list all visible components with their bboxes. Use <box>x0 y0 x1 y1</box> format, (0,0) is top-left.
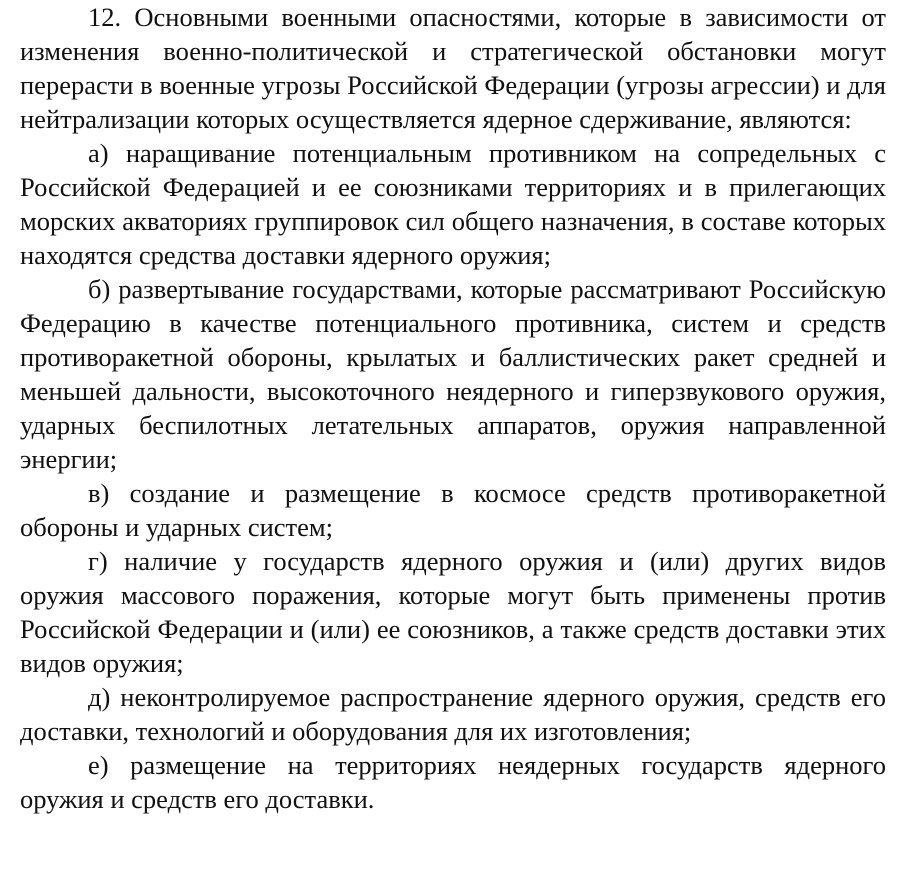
list-item-g: г) наличие у государств ядерного оружия и (или) других видов оружия массового поражения, которые могут быть применены против Российской Федерации и (или) ее союзников, а также средств доставки этих видов оружия; <box>20 546 886 678</box>
list-item-v: в) создание и размещение в космосе средств противоракетной обороны и ударных систем; <box>20 478 886 542</box>
document-page <box>20 0 886 816</box>
list-item-a: а) наращивание потенциальным противником на сопредельных с Российской Федерацией и ее союзниками территориях и в прилегающих морских акваториях группировок сил общего назначения, в составе которых находятся средства доставки ядерного оружия; <box>20 138 886 270</box>
list-item-e: е) размещение на территориях неядерных государств ядерного оружия и средств его доставки. <box>20 750 886 814</box>
paragraph-intro: 12. Основными военными опасностями, которые в зависимости от изменения военно-политической и стратегической обстановки могут перерасти в военные угрозы Российской Федерации (угрозы агрессии) и для нейтрализации которых осуществляется ядерное сдерживание, являются: <box>20 2 886 134</box>
list-item-b: б) развертывание государствами, которые рассматривают Российскую Федерацию в качестве потенциального противника, систем и средств противоракетной обороны, крылатых и баллистических ракет средней и меньшей дальности, высокоточного неядерного и гиперзвукового оружия, ударных беспилотных летательных аппаратов, оружия направленной энергии; <box>20 274 886 474</box>
list-item-d: д) неконтролируемое распространение ядерного оружия, средств его доставки, технологий и оборудования для их изготовления; <box>20 682 886 746</box>
